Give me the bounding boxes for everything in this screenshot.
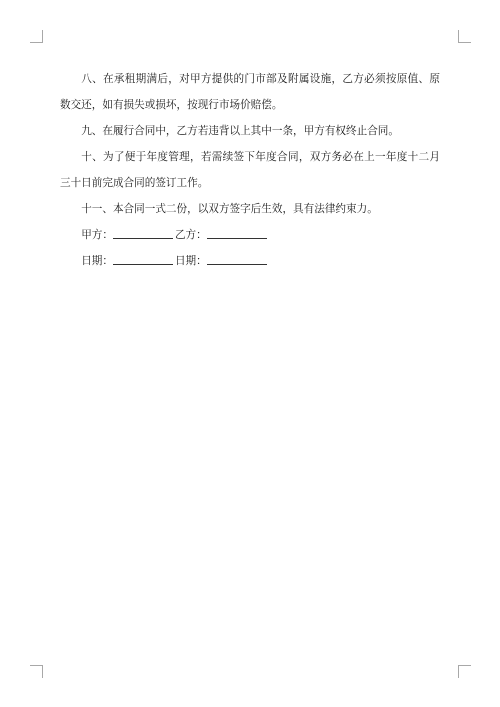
signature-line-parties bbox=[60, 222, 440, 248]
party-b-blank bbox=[207, 237, 267, 239]
clause-9: 九、在履行合同中，乙方若违背以上其中一条，甲方有权终止合同。 bbox=[81, 125, 399, 137]
date-b-label: 日期： bbox=[174, 255, 207, 267]
party-a-label: 甲方： bbox=[81, 229, 113, 241]
clause-8: 八、在承租期满后，对甲方提供的门市部及附属设施，乙方必须按原值、原数交还，如有损失或损坏，按现行市场价赔偿。 bbox=[60, 73, 440, 111]
signature-line-dates bbox=[60, 248, 440, 274]
document-body bbox=[60, 66, 440, 274]
corner-mark-top-right bbox=[458, 30, 471, 43]
corner-mark-top-left bbox=[30, 30, 43, 43]
clause-11: 十一、本合同一式二份，以双方签字后生效，具有法律约束力。 bbox=[81, 203, 378, 215]
date-a-label: 日期： bbox=[81, 255, 113, 267]
date-a-blank bbox=[113, 263, 173, 265]
party-a-blank bbox=[113, 237, 173, 239]
clause-10: 十、为了便于年度管理，若需续签下年度合同，双方务必在上一年度十二月三十日前完成合同的签订工作。 bbox=[60, 151, 440, 189]
date-b-blank bbox=[207, 263, 267, 265]
corner-mark-bottom-right bbox=[458, 665, 471, 678]
corner-mark-bottom-left bbox=[30, 665, 43, 678]
party-b-label: 乙方： bbox=[174, 229, 207, 241]
